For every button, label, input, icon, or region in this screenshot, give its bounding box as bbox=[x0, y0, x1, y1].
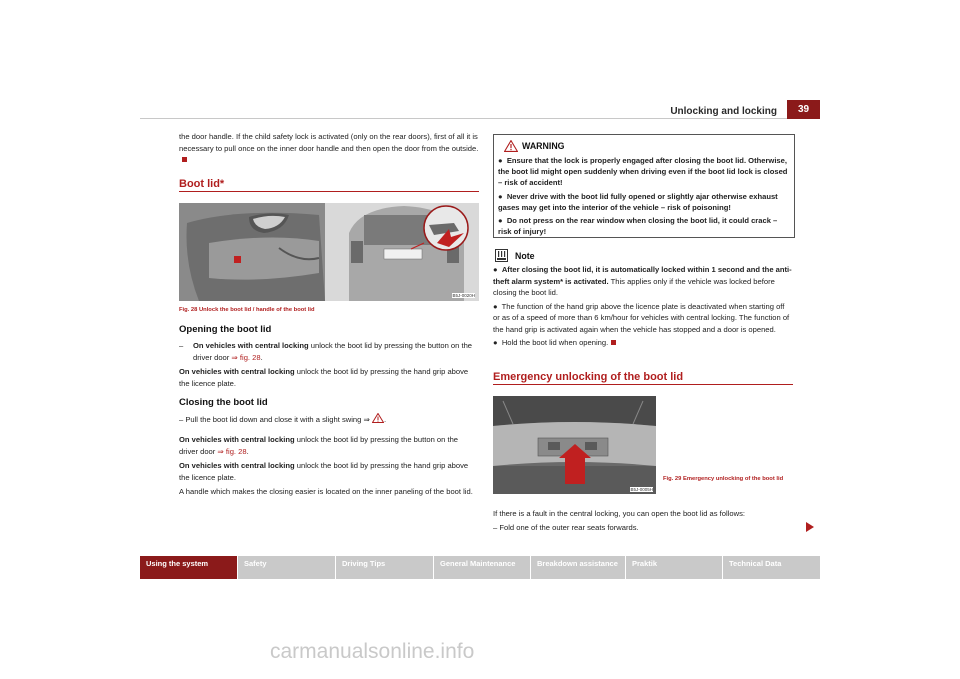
section-title-boot-lid: Boot lid* bbox=[179, 178, 225, 190]
warning-item: ● Never drive with the boot lid fully opened or slightly ajar otherwise exhaust gases may get into the interior of the vehicle – risk of poisoning! bbox=[498, 191, 778, 212]
opening-paragraph: On vehicles with central locking unlock the boot lid by pressing the hand grip above the licence plate. bbox=[179, 367, 469, 388]
closing-paragraph-2: On vehicles with central locking unlock the boot lid by pressing the hand grip above the licence plate. bbox=[179, 461, 469, 482]
warning-list bbox=[498, 155, 790, 239]
note-item: ● Hold the boot lid when opening. bbox=[493, 337, 793, 349]
figure-28 bbox=[179, 203, 479, 301]
footer-tab-general-maintenance[interactable]: General Maintenance bbox=[434, 556, 530, 579]
fig-28-link-2[interactable]: ⇒ fig. 28 bbox=[217, 446, 247, 456]
footer-tab-technical-data[interactable]: Technical Data bbox=[723, 556, 820, 579]
closing-step: – Pull the boot lid down and close it with a slight swing ⇒ . bbox=[179, 415, 387, 424]
warning-item: ● Do not press on the rear window when closing the boot lid, it could crack – risk of injury! bbox=[498, 216, 778, 237]
footer-tab-using-the-system[interactable]: Using the system bbox=[140, 556, 237, 579]
end-marker-icon bbox=[182, 157, 187, 162]
figure-28-image bbox=[179, 203, 479, 301]
next-page-arrow-icon[interactable] bbox=[806, 522, 814, 532]
opening-step: – On vehicles with central locking unlock the boot lid by pressing the button on the driver door ⇒ fig. 28. bbox=[179, 341, 473, 362]
note-item: ● After closing the boot lid, it is automatically locked within 1 second and the anti-theft alarm system* is activated. This applies only if the vehicle was locked before closing the boot lid. bbox=[493, 265, 792, 297]
note-list bbox=[493, 264, 793, 351]
note-icon bbox=[495, 249, 508, 262]
figure-28-caption: Fig. 28 Unlock the boot lid / handle of the boot lid bbox=[179, 307, 315, 313]
note-item: ● The function of the hand grip above the licence plate is deactivated when starting off or as of a speed of more than 6 km/hour for vehicles with central locking. The function of the hand grip is activated again when the vehicle has stopped and a door is opened. bbox=[493, 301, 790, 334]
end-marker-icon bbox=[611, 340, 616, 345]
figure-29 bbox=[493, 396, 656, 494]
section-rule bbox=[493, 384, 793, 385]
note-title: Note bbox=[515, 251, 535, 261]
warning-box bbox=[493, 134, 795, 238]
subheading-closing: Closing the boot lid bbox=[179, 397, 268, 408]
figure-29-label: B5J-0005H bbox=[630, 487, 653, 492]
figure-29-image bbox=[493, 396, 656, 494]
footer-tab-breakdown-assistance[interactable]: Breakdown assistance bbox=[531, 556, 625, 579]
closing-paragraph-3: A handle which makes the closing easier is located on the inner paneling of the boot lid. bbox=[179, 487, 473, 496]
warning-item: ● Ensure that the lock is properly engaged after closing the boot lid. Otherwise, the boot lid might open suddenly when driving even if the boot lid lock is closed – risk of accident! bbox=[498, 156, 788, 188]
emergency-paragraph: If there is a fault in the central locking, you can open the boot lid as follows: bbox=[493, 509, 746, 518]
footer-tab-praktik[interactable]: Praktik bbox=[626, 556, 722, 579]
figure-28-label: B5J-0020H bbox=[452, 293, 475, 298]
page-title: Unlocking and locking bbox=[670, 106, 777, 117]
subheading-opening: Opening the boot lid bbox=[179, 324, 272, 335]
footer-tab-safety[interactable]: Safety bbox=[238, 556, 335, 579]
page-number: 39 bbox=[787, 100, 820, 119]
header-rule bbox=[140, 118, 788, 119]
warning-icon bbox=[504, 140, 518, 152]
footer-tab-driving-tips[interactable]: Driving Tips bbox=[336, 556, 433, 579]
section-rule bbox=[179, 191, 479, 192]
intro-paragraph: the door handle. If the child safety lock is activated (only on the rear doors), first of all it is necessary to pull once on the inner door handle and then open the door from the outside. bbox=[179, 131, 479, 166]
warning-triangle-icon bbox=[372, 413, 384, 423]
fig-28-link[interactable]: ⇒ fig. 28 bbox=[231, 352, 261, 362]
watermark-text: carmanualsonline.info bbox=[270, 640, 475, 663]
closing-paragraph-1: On vehicles with central locking unlock the boot lid by pressing the button on the driver door ⇒ fig. 28. bbox=[179, 435, 459, 456]
warning-title: WARNING bbox=[522, 141, 565, 151]
emergency-step: – Fold one of the outer rear seats forwards. bbox=[493, 523, 639, 532]
section-title-emergency: Emergency unlocking of the boot lid bbox=[493, 371, 684, 383]
figure-29-caption: Fig. 29 Emergency unlocking of the boot lid bbox=[663, 476, 784, 482]
